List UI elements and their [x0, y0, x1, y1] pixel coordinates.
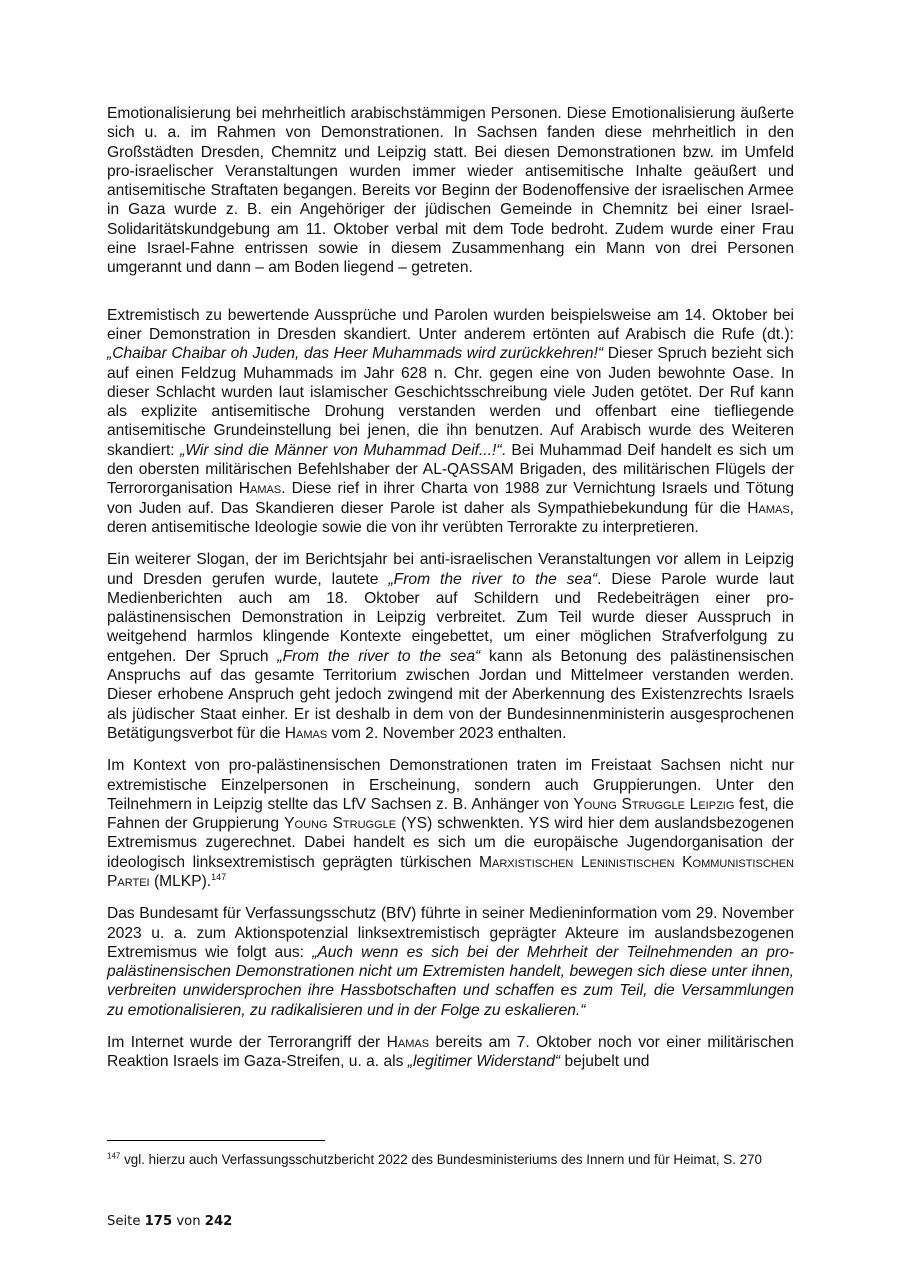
org-hamas: Hamas: [284, 724, 328, 742]
page-number-current: 175: [144, 1214, 173, 1229]
quote-river-sea: „From the river to the sea“: [277, 647, 481, 665]
page-number: [107, 1214, 232, 1229]
page-number-total: 242: [204, 1214, 233, 1229]
paragraph-3-text-1: Ein weiterer Slogan, der im Berichtsjahr bei anti-israelischen Veranstaltungen vor allem in Leipzig und Dresden gerufen wurde, lautete: [107, 551, 794, 588]
org-young-struggle-leipzig: Young Struggle Leipzig: [573, 795, 735, 813]
org-young-struggle: Young Struggle: [284, 815, 397, 833]
paragraph-4-text-2: fest, die Fahnen der Gruppierung: [107, 795, 794, 833]
footnote-text: vgl. hierzu auch Verfassungsschutzbericht 2022 des Bundesministeriums des Innern und für Heimat, S. 270: [120, 1152, 762, 1167]
footnote: [107, 1151, 797, 1169]
paragraph-4-text-1: Im Kontext von pro-palästinensischen Demonstrationen traten im Freistaat Sachsen nicht nur extremistische Einzelpersonen in Erscheinung, sondern auch Gruppierungen. Unter den Teilnehmern in Leipzig stellte das LfV Sachsen z. B. Anhänger von: [107, 757, 794, 813]
page-number-middle: von: [172, 1214, 205, 1229]
footnote-reference[interactable]: 147: [211, 871, 227, 882]
org-hamas: Hamas: [238, 480, 282, 498]
paragraph-4-text-3: (YS) schwenkten. YS wird hier dem auslandsbezogenen Extremismus zugerechnet. Dabei handelt es sich um die europäische Jugendorganisation der ideologisch linksextremistisch geprägten türkischen: [107, 815, 794, 871]
paragraph-4-text-4: (MLKP).: [149, 872, 212, 890]
quote-bfv: „Auch wenn es sich bei der Mehrheit der Teilnehmenden an pro-palästinensischen Demonstrationen nicht um Extremisten handelt, bewegen sich diese unter ihnen, verbreiten unwidersprochen ihre Hassbotschaften und schaffen es zum Teil, die Versammlungen zu emotionalisieren, zu radikalisieren und in der Folge zu eskalieren.“: [107, 943, 794, 1019]
org-hamas: Hamas: [386, 1034, 430, 1052]
org-mlkp: Marxistischen Leninistischen Kommunistischen Partei: [107, 853, 794, 890]
org-hamas: Hamas: [747, 499, 790, 517]
footnote-number: 147: [107, 1151, 121, 1161]
paragraph-2-text-4: . Diese rief in ihrer Charta von 1988 zur Vernichtung Israels und Tötung von Juden auf. Das Skandieren dieser Parole ist daher als Sympathiebekundung für die: [107, 480, 794, 517]
paragraph-6-text-1: Im Internet wurde der Terrorangriff der: [107, 1034, 387, 1052]
paragraph-5-text-1: Das Bundesamt für Verfassungsschutz (BfV) führte in seiner Medieninformation vom 29. November 2023 u. a. zum Aktionspotenzial linksextremistisch geprägter Akteure im auslandsbezogenen Extremismus wie folgt aus:: [107, 905, 794, 961]
paragraph-1: Emotionalisierung bei mehrheitlich arabischstämmigen Personen. Diese Emotionalisierung äußerte sich u. a. im Rahmen von Demonstrationen. In Sachsen fanden diese mehrheitlich in den Großstädten Dresden, Chemnitz und Leipzig statt. Bei diesen Demonstrationen bzw. im Umfeld pro-israelischer Veranstaltungen wurden immer wieder antisemitische Inhalte geäußert und antisemitische Straftaten begangen. Bereits vor Beginn der Bodenoffensive der israelischen Armee in Gaza wurde z. B. ein Angehöriger der jüdischen Gemeinde in Chemnitz bei einer Israel-Solidaritätskundgebung am 11. Oktober verbal mit dem Tode bedroht. Zudem wurde einer Frau eine Israel-Fahne entrissen sowie in diesem Zusammenhang ein Mann von drei Personen umgerannt und dann – am Boden liegend – getreten.: [107, 105, 794, 277]
footnote-separator: [107, 1140, 325, 1141]
page-number-prefix: Seite: [107, 1214, 145, 1229]
paragraph-2-text-2: Dieser Spruch bezieht sich auf einen Feldzug Muhammads im Jahr 628 n. Chr. gegen eine von Juden bewohnte Oase. In dieser Schlacht wurden laut islamischer Geschichtsschreibung viele Juden getötet. Der Ruf kann als explizite antisemitische Drohung verstanden werden und offenbart eine tiefliegende antisemitische Grundeinstellung bei jenen, die ihn benutzen. Auf Arabisch wurde des Weiteren skandiert:: [107, 345, 794, 459]
quote-chaibar: „Chaibar Chaibar oh Juden, das Heer Muhammads wird zurückkehren!“: [107, 345, 604, 363]
paragraph-2-text-5: , deren antisemitische Ideologie sowie die von ihr verübten Terrorakte zu interpretieren.: [107, 499, 794, 536]
paragraph-3: [107, 550, 794, 743]
paragraph-2-text-3: . Bei Muhammad Deif handelt es sich um den obersten militärischen Befehlshaber der AL-QASSAM Brigaden, des militärischen Flügels der Terrororganisation: [107, 441, 794, 498]
paragraph-6-text-3: bejubelt und: [560, 1053, 650, 1071]
paragraph-6-text-2: bereits am 7. Oktober noch vor einer militärischen Reaktion Israels im Gaza-Streifen, u. a. als: [107, 1034, 794, 1071]
paragraph-4: [107, 756, 794, 891]
quote-widerstand: „legitimer Widerstand“: [407, 1053, 561, 1071]
paragraph-3-text-4: vom 2. November 2023 enthalten.: [327, 724, 567, 742]
paragraph-3-text-3: kann als Betonung des palästinensischen Anspruchs auf das gesamte Territorium zwischen Jordan und Mittelmeer verstanden werden. Dieser erhobene Anspruch geht jedoch zwingend mit der Aberkennung des Existenzrechts Israels als jüdischer Staat einher. Er ist deshalb in dem von der Bundesinnenministerin ausgesprochenen Betätigungsverbot für die: [107, 647, 795, 742]
paragraph-5: [107, 904, 794, 1020]
quote-deif: „Wir sind die Männer von Muhammad Deif...!“: [180, 441, 502, 459]
paragraph-2-text-1: Extremistisch zu bewertende Aussprüche und Parolen wurden beispielsweise am 14. Oktober bei einer Demonstration in Dresden skandiert. Unter anderem ertönten auf Arabisch die Rufe (dt.):: [107, 306, 794, 343]
paragraph-2: [107, 306, 794, 538]
document-body: [107, 104, 794, 1072]
paragraph-3-text-2: . Diese Parole wurde laut Medienberichten auch am 18. Oktober auf Schildern und Redebeiträgen einer pro-palästinensischen Demonstration in Leipzig verbreitet. Zum Teil wurde dieser Ausspruch in weitgehend harmlos klingende Kontexte eingebettet, um einer möglichen Strafverfolgung zu entgehen. Der Spruch: [107, 570, 794, 665]
paragraph-6: [107, 1033, 794, 1072]
quote-river-sea: „From the river to the sea“: [388, 570, 598, 588]
